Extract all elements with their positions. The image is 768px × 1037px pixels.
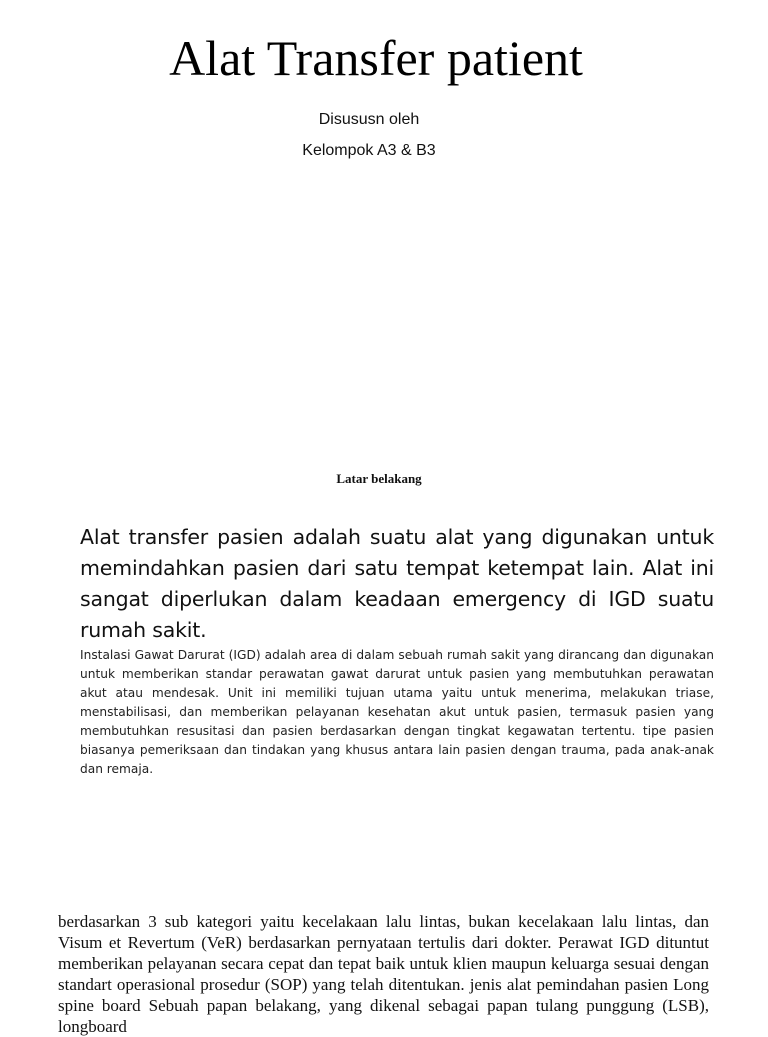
document-title: Alat Transfer patient [169,30,583,86]
author-label: Disususn oleh [318,111,420,128]
section-heading: Latar belakang [336,471,422,486]
author-group: Kelompok A3 & B3 [302,142,436,159]
igd-paragraph: Instalasi Gawat Darurat (IGD) adalah area di dalam sebuah rumah sakit yang dirancang dan digunakan untuk memberikan standar perawatan gawat darurat untuk pasien yang membutuhkan perawatan akut atau mendesak. Unit ini memiliki tujuan utama yaitu untuk menerima, melakukan triase, menstabilisasi, dan memberikan pelayanan kesehatan akut untuk pasien, termasuk pasien yang membutuhkan resusitasi dan pasien berdasarkan dengan tingkat kegawatan tertentu. tipe pasien biasanya pemeriksaan dan tindakan yang khusus antara lain pasien dengan trauma, pada anak-anak dan remaja. [80,648,714,776]
lead-paragraph: Alat transfer pasien adalah suatu alat yang digunakan untuk memindahkan pasien dari satu tempat ketempat lain. Alat ini sangat diperlukan dalam keadaan emergency di IGD suatu rumah sakit. [80,525,714,642]
continuation-paragraph: berdasarkan 3 sub kategori yaitu kecelakaan lalu lintas, bukan kecelakaan lalu lintas, dan Visum et Revertum (VeR) berdasarkan pernyataan tertulis dari dokter. Perawat IGD dituntut memberikan pelayanan secara cepat dan tepat baik untuk klien maupun keluarga sesuai dengan standart operasional prosedur (SOP) yang telah ditentukan. jenis alat pemindahan pasien Long spine board Sebuah papan belakang, yang dikenal sebagai papan tulang punggung (LSB), longboard [58,912,709,1036]
